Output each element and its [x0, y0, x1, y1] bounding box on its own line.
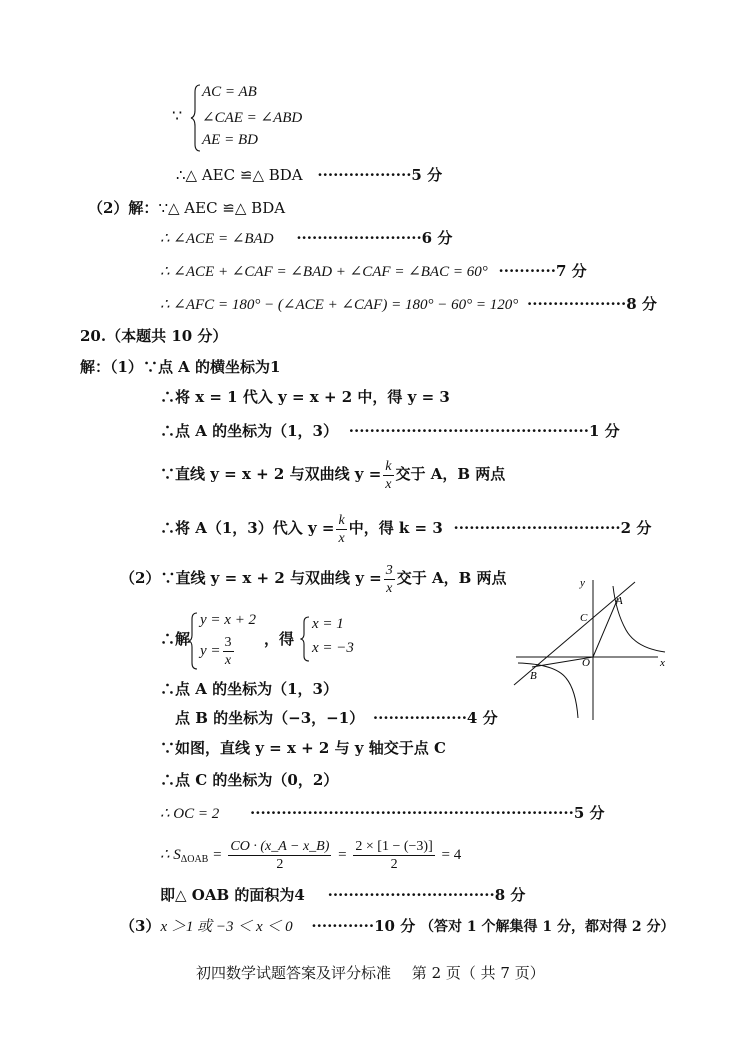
- congruence-line: ∴△ AEC ≌△ BDA ··················5 分: [176, 166, 443, 184]
- area-formula-line: ∴ $S_{\Delta OAB}$ = $\frac{CO \cdot (x\_A - x\_B)}{2}$ = $\frac{2 \times [1 - (-3)]}{2}$ = 4: [160, 838, 462, 872]
- fraction-k-over-x: $\frac{k}{x}$: [385, 458, 392, 492]
- point-B-label: B: [530, 670, 537, 682]
- point-O-label: O: [582, 657, 590, 669]
- part2-line: （2）解：∵△ AEC ≌△ BDA: [88, 199, 286, 217]
- result-row: x = −3: [312, 640, 354, 656]
- x-axis-label: x: [660, 657, 665, 669]
- part2-intro-line: （2）∵直线 y = x + 2 与双曲线 y = $\frac{3}{x}$ 交于 A，B 两点: [120, 562, 507, 596]
- solution-line-2: ∴将 x = 1 代入 y = x + 2 中，得 y = 3: [160, 388, 450, 406]
- part2-line-e: ∴ OC = 2 ······························································5 分: [160, 804, 605, 822]
- part2-line-b: 点 B 的坐标为（−3，−1） ··················4 分: [175, 709, 498, 727]
- point-C-label: C: [580, 612, 588, 624]
- page-footer: 初四数学试题答案及评分标准 第 2 页（ 共 7 页）: [196, 964, 545, 982]
- because-symbol: ∵: [172, 106, 183, 125]
- fraction-k-over-x: $\frac{k}{x}$: [338, 512, 345, 546]
- condition-row: ∠CAE = ∠ABD: [202, 110, 303, 126]
- y-axis-label: y: [580, 577, 585, 589]
- part2-line-a: ∴点 A 的坐标为（1，3）: [160, 680, 338, 698]
- congruence-conditions: [172, 82, 312, 154]
- angle-afc-line: ∴ ∠AFC = 180° − (∠ACE + ∠CAF) = 180° − 60° = 120° ···················8 分: [160, 295, 657, 313]
- part2-line-c: ∵如图，直线 y = x + 2 与 y 轴交于点 C: [160, 739, 446, 757]
- solve-system: ∴解 y = x + 2 y = $\frac{3}{x}$ ，得 x = 1 x = −3: [160, 612, 354, 668]
- condition-row: AE = BD: [202, 132, 258, 148]
- left-brace: [300, 616, 310, 662]
- function-graph: [510, 572, 680, 722]
- left-brace: [190, 84, 202, 152]
- condition-row: AC = AB: [202, 84, 257, 100]
- result-row: x = 1: [312, 616, 344, 632]
- solution-line-4: ∵直线 y = x + 2 与双曲线 y = $\frac{k}{x}$ 交于 A，B 两点: [160, 458, 506, 492]
- fraction-3-over-x: $\frac{3}{x}$: [385, 562, 393, 596]
- equation-row: y = x + 2: [200, 612, 257, 628]
- hyperbola-branch-left: [518, 663, 578, 718]
- area-result-line: 即△ OAB 的面积为4 ································8 分: [160, 886, 526, 904]
- question-20-title: 20.（本题共 10 分）: [80, 327, 228, 345]
- part2-line-d: ∴点 C 的坐标为（0，2）: [160, 771, 339, 789]
- point-A-label: A: [616, 595, 623, 607]
- part3-line: （3）x ＞1 或 −3 ＜ x ＜ 0 ············10 分 （答对 1 个解集得 1 分，都对得 2 分）: [120, 917, 675, 935]
- solution-line-1: 解：（1）∵点 A 的横坐标为1: [80, 358, 281, 376]
- equation-row: y = $\frac{3}{x}$: [200, 635, 232, 668]
- angle-sum-line: ∴ ∠ACE + ∠CAF = ∠BAD + ∠CAF = ∠BAC = 60° ···········7 分: [160, 262, 587, 280]
- angle-equal-line: ∴ ∠ACE = ∠BAD ························6 分: [160, 229, 453, 247]
- solution-line-3: ∴点 A 的坐标为（1，3） ··············································1 分: [160, 422, 620, 440]
- left-brace: [188, 612, 198, 670]
- solution-line-5: ∴将 A（1，3）代入 y = $\frac{k}{x}$ 中，得 k = 3 ································2 分: [160, 512, 652, 546]
